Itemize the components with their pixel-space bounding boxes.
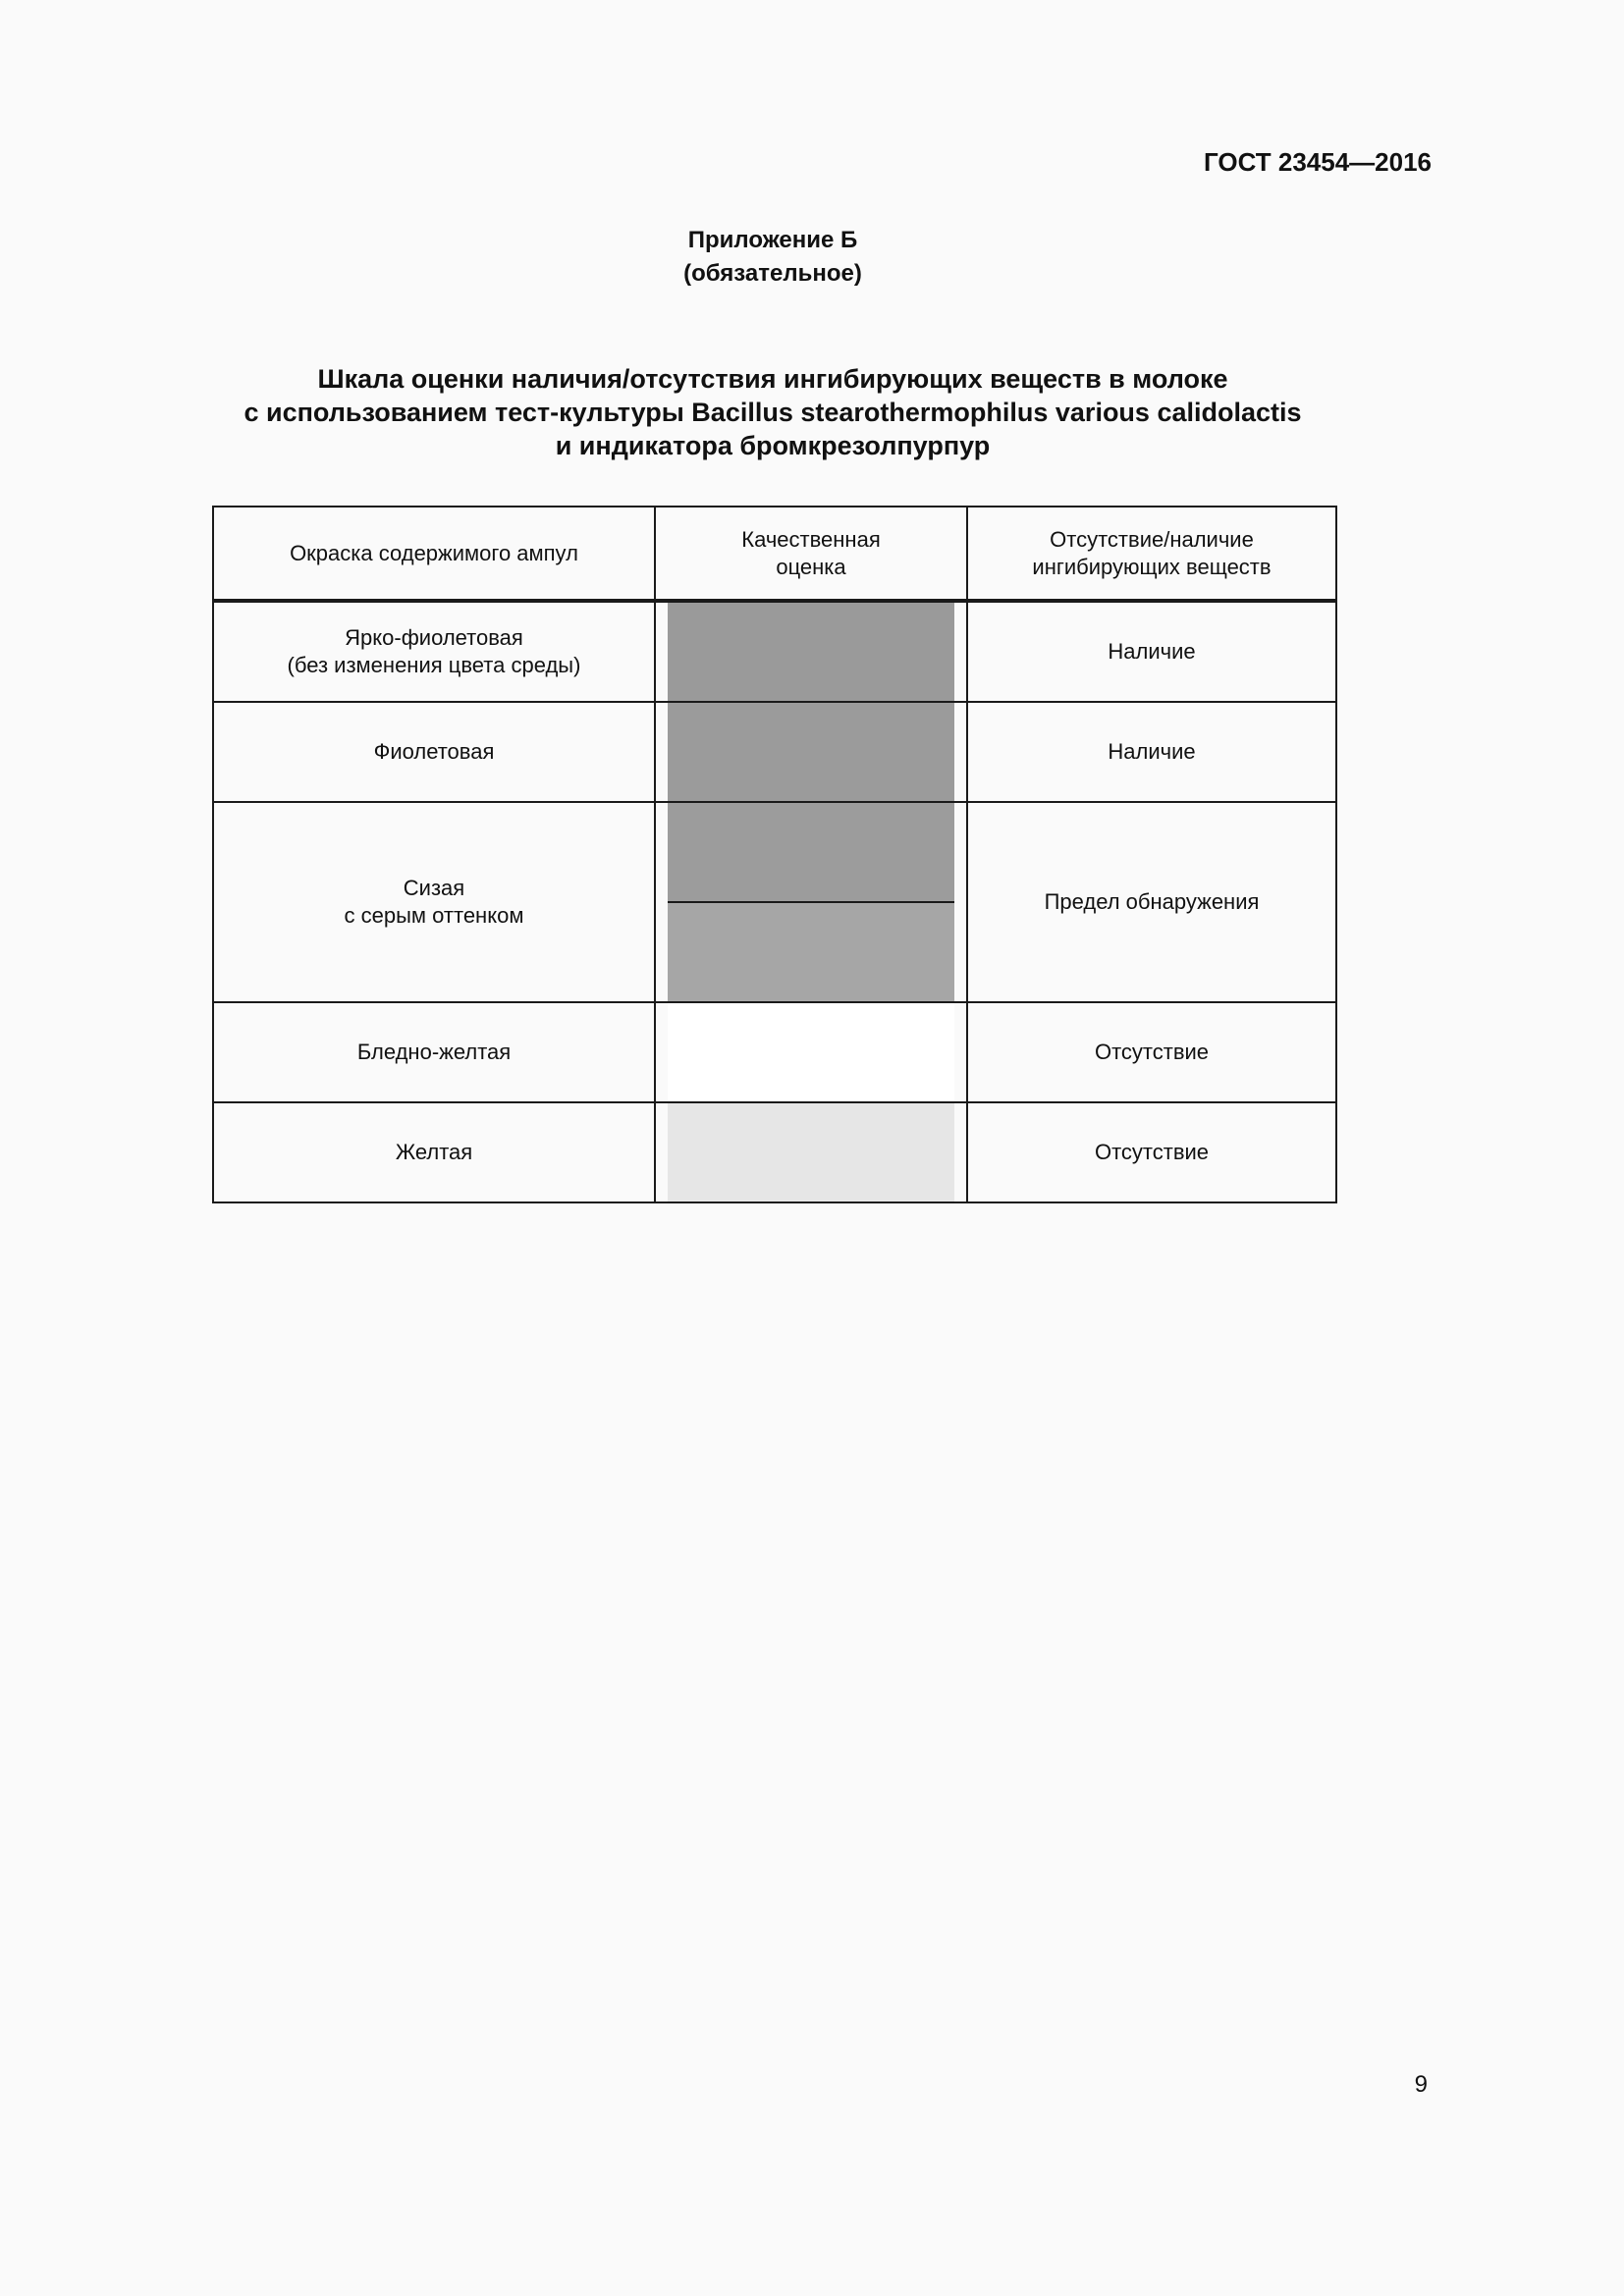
cell-color-name: Фиолетовая bbox=[213, 702, 655, 802]
cell-result: Отсутствие bbox=[967, 1102, 1336, 1202]
color-swatch bbox=[668, 703, 954, 801]
title-line: Шкала оценки наличия/отсутствия ингибирующих веществ в молоке bbox=[317, 364, 1228, 394]
color-swatch bbox=[668, 901, 954, 1001]
cell-result: Наличие bbox=[967, 601, 1336, 702]
cell-color-name: Бледно-желтая bbox=[213, 1002, 655, 1102]
color-swatch bbox=[668, 803, 954, 901]
cell-swatch bbox=[655, 1002, 967, 1102]
document-title bbox=[0, 362, 1545, 462]
document-code: ГОСТ 23454—2016 bbox=[1204, 147, 1432, 177]
cell-swatch bbox=[655, 1102, 967, 1202]
title-line: с использованием тест-культуры Bacillus stearothermophilus various calidolactis bbox=[244, 398, 1302, 427]
table-row bbox=[213, 702, 1336, 802]
cell-result: Предел обнаружения bbox=[967, 802, 1336, 1002]
table-header-row bbox=[213, 507, 1336, 601]
color-swatch bbox=[668, 1003, 954, 1101]
header-ampoule-color: Окраска содержимого ампул bbox=[213, 507, 655, 601]
cell-swatch bbox=[655, 702, 967, 802]
cell-result: Наличие bbox=[967, 702, 1336, 802]
color-swatch bbox=[668, 603, 954, 701]
cell-result: Отсутствие bbox=[967, 1002, 1336, 1102]
evaluation-scale-table bbox=[212, 506, 1337, 1203]
header-inhibitors-presence: Отсутствие/наличие ингибирующих веществ bbox=[967, 507, 1336, 601]
cell-swatch bbox=[655, 802, 967, 1002]
cell-swatch bbox=[655, 601, 967, 702]
appendix-status: (обязательное) bbox=[683, 260, 862, 287]
table-row bbox=[213, 802, 1336, 1002]
title-line: и индикатора бромкрезолпурпур bbox=[555, 431, 991, 460]
header-qualitative-assessment: Качественная оценка bbox=[655, 507, 967, 601]
table-row bbox=[213, 601, 1336, 702]
cell-color-name: Ярко-фиолетовая (без изменения цвета среды) bbox=[213, 601, 655, 702]
color-swatch bbox=[668, 1103, 954, 1201]
cell-color-name: Сизая с серым оттенком bbox=[213, 802, 655, 1002]
appendix-title: Приложение Б bbox=[687, 227, 858, 253]
table-row bbox=[213, 1002, 1336, 1102]
table-row bbox=[213, 1102, 1336, 1202]
cell-color-name: Желтая bbox=[213, 1102, 655, 1202]
appendix-heading bbox=[0, 224, 1545, 291]
page-number: 9 bbox=[1414, 2071, 1428, 2098]
